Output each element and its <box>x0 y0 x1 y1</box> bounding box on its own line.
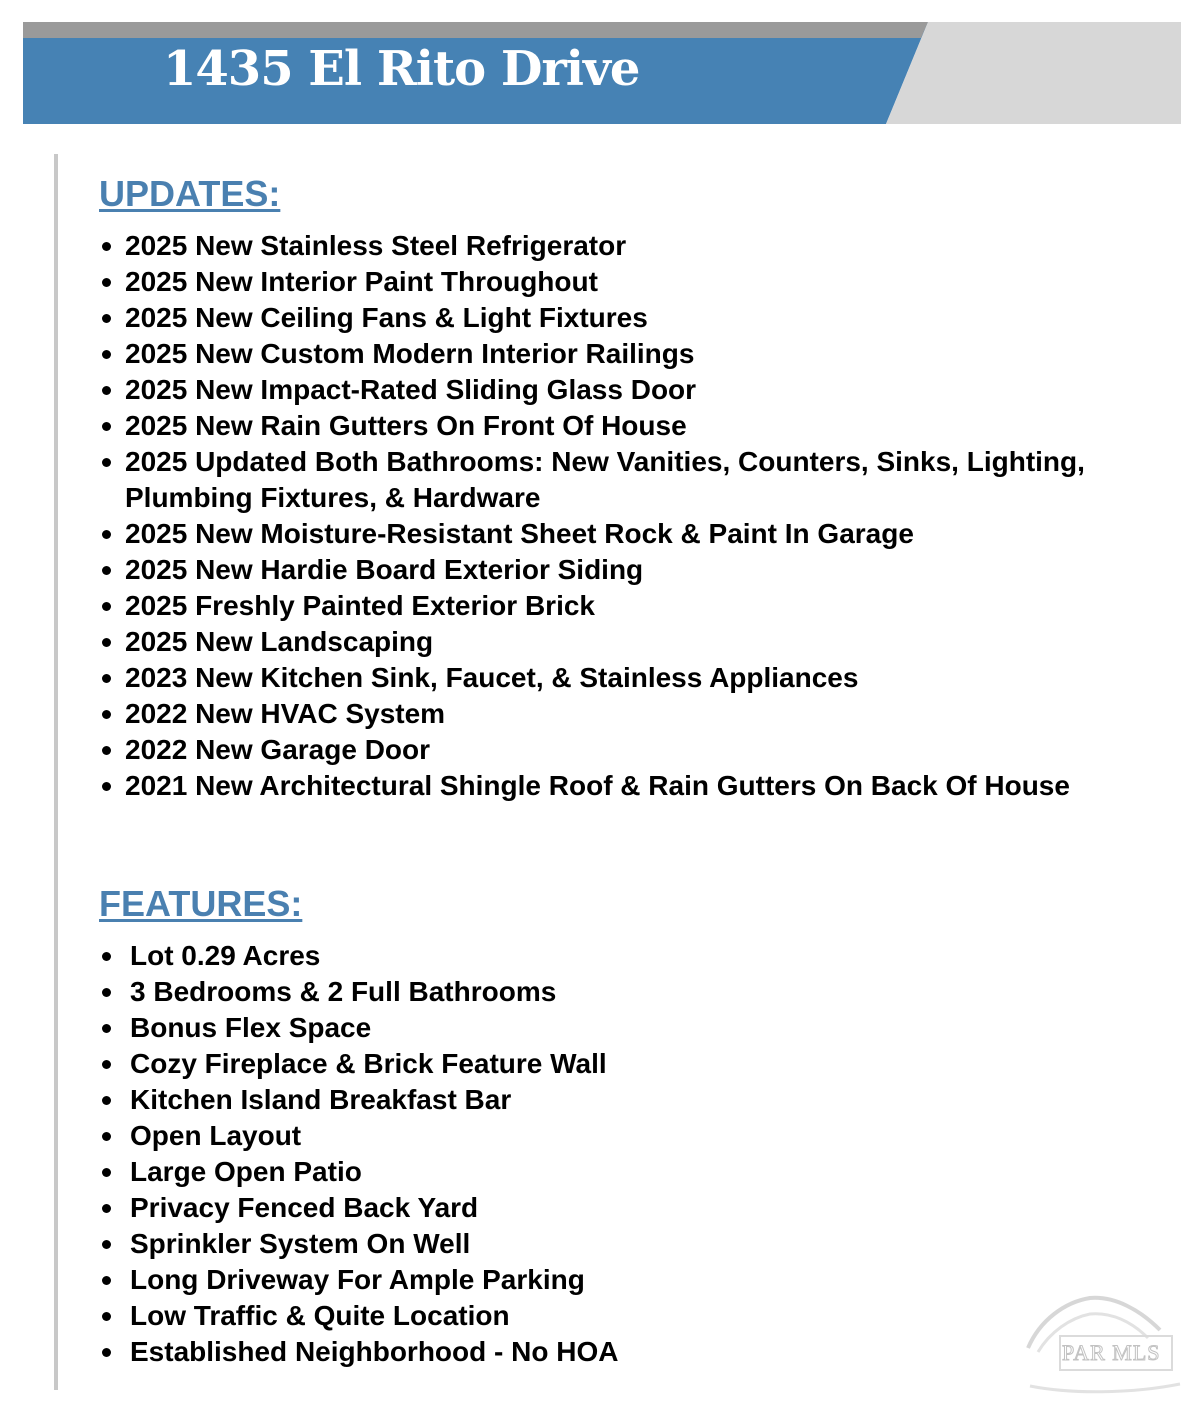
updates-list-item: 2025 New Custom Modern Interior Railings <box>100 336 1100 372</box>
updates-list <box>100 228 1100 804</box>
features-list-item: Sprinkler System On Well <box>100 1226 1000 1262</box>
features-list-item: 3 Bedrooms & 2 Full Bathrooms <box>100 974 1000 1010</box>
updates-list-item: 2022 New Garage Door <box>100 732 1100 768</box>
banner-gray-panel <box>886 22 1181 124</box>
features-list-item: Open Layout <box>100 1118 1000 1154</box>
updates-list-item: 2022 New HVAC System <box>100 696 1100 732</box>
features-list <box>100 938 1000 1370</box>
updates-list-item: 2025 New Hardie Board Exterior Siding <box>100 552 1100 588</box>
mls-watermark-logo <box>1020 1290 1185 1400</box>
updates-list-item: 2025 New Rain Gutters On Front Of House <box>100 408 1100 444</box>
features-list-item: Cozy Fireplace & Brick Feature Wall <box>100 1046 1000 1082</box>
features-list-item: Established Neighborhood - No HOA <box>100 1334 1000 1370</box>
updates-list-item: 2025 Updated Both Bathrooms: New Vanities, Counters, Sinks, Lighting, Plumbing Fixtures, & Hardware <box>100 444 1100 516</box>
updates-list-item: 2025 New Interior Paint Throughout <box>100 264 1100 300</box>
updates-heading: UPDATES: <box>99 173 281 214</box>
updates-list-item: 2025 New Stainless Steel Refrigerator <box>100 228 1100 264</box>
features-list-item: Lot 0.29 Acres <box>100 938 1000 974</box>
updates-list-item: 2025 Freshly Painted Exterior Brick <box>100 588 1100 624</box>
banner-top-stripe <box>23 22 928 38</box>
features-list-item: Kitchen Island Breakfast Bar <box>100 1082 1000 1118</box>
updates-list-item: 2025 New Moisture-Resistant Sheet Rock & Paint In Garage <box>100 516 1100 552</box>
features-heading: FEATURES: <box>99 883 303 924</box>
updates-list-item: 2025 New Impact-Rated Sliding Glass Door <box>100 372 1100 408</box>
updates-list-item: 2023 New Kitchen Sink, Faucet, & Stainless Appliances <box>100 660 1100 696</box>
features-list-item: Privacy Fenced Back Yard <box>100 1190 1000 1226</box>
watermark-text: PAR MLS <box>1062 1340 1161 1365</box>
updates-list-item: 2025 New Ceiling Fans & Light Fixtures <box>100 300 1100 336</box>
features-list-item: Long Driveway For Ample Parking <box>100 1262 1000 1298</box>
features-list-item: Low Traffic & Quite Location <box>100 1298 1000 1334</box>
features-list-item: Bonus Flex Space <box>100 1010 1000 1046</box>
features-list-item: Large Open Patio <box>100 1154 1000 1190</box>
updates-list-item: 2025 New Landscaping <box>100 624 1100 660</box>
page-title: 1435 El Rito Drive <box>163 41 640 97</box>
updates-list-item: 2021 New Architectural Shingle Roof & Rain Gutters On Back Of House <box>100 768 1100 804</box>
left-vertical-rule <box>54 154 58 1390</box>
